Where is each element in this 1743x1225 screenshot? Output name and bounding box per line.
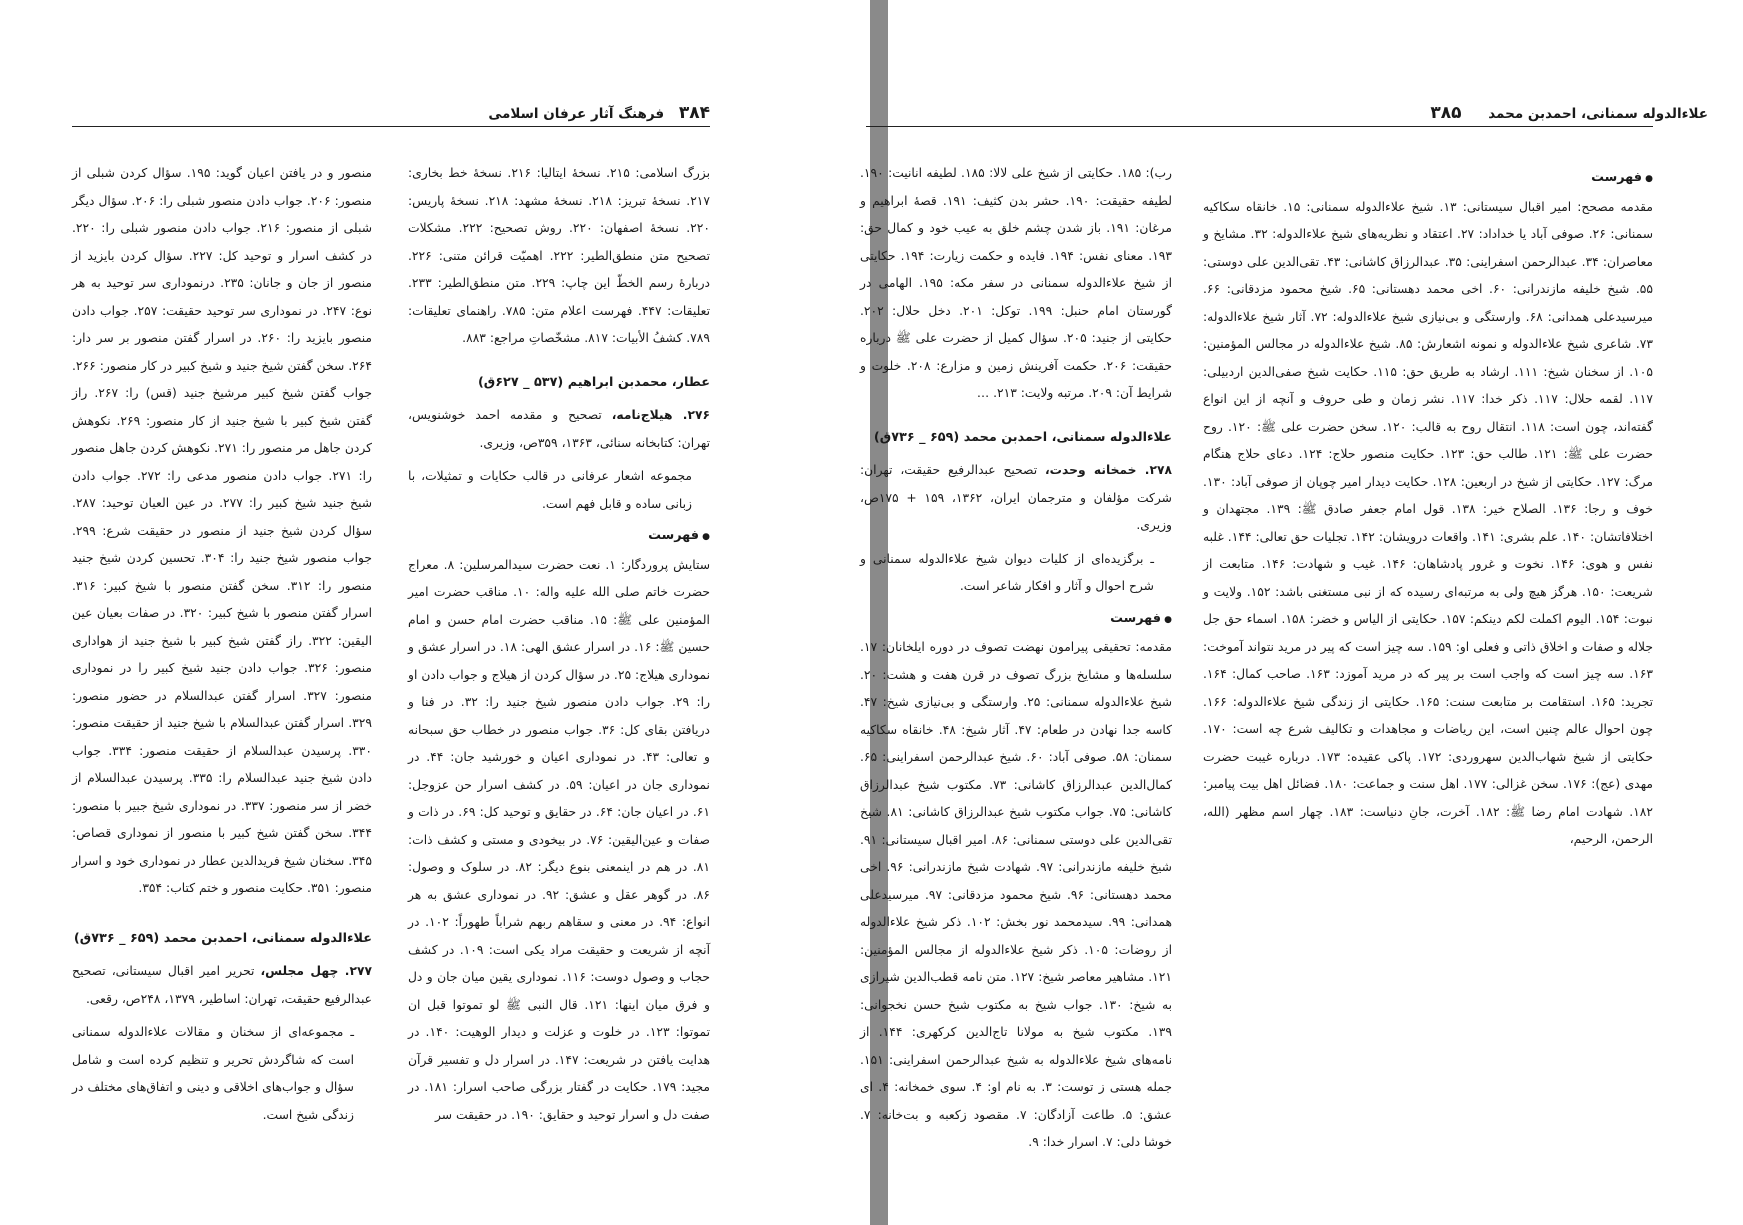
paragraph: بزرگ اسلامی: ۲۱۵. نسخهٔ ایتالیا: ۲۱۶. نسخهٔ خط بخاری: ۲۱۷. نسخهٔ تبریز: ۲۱۸. نسخهٔ مشهد: ۲۱۸. نسخهٔ پاریس: ۲۲۰. نسخهٔ اصفهان: ۲۲۰. روش تصحیح: ۲۲۲. مشکلات تصحیح متن منطق‌الطیر: ۲۲۲. اهمیّت قرائن متنی: ۲۲۶. دربارهٔ رسم الخطّ این چاپ: ۲۲۹. متن منطق‌الطیر: ۲۳۳. تعلیقات: ۴۴۷. فهرست اعلام متن: ۷۸۵. راهنمای تعلیقات: ۷۸۹. کشفُ الأبیات: ۸۱۷. مشخّصاتِ مراجع: ۸۸۳. [408, 166, 711, 345]
book-publication: تصحیح عبدالرفیع حقیقت، تهران: شرکت مؤلفان و مترجمان ایران، ۱۳۶۲، ۱۵۹ + ۱۷۵ص، وزیری. [860, 463, 1172, 532]
contents-label: ● فهرست [860, 605, 1172, 635]
paragraph: رب): ۱۸۵. حکایتی از شیخ علی لالا: ۱۸۵. لطیفه انانیت: ۱۹۰. لطیفه حقیقت: ۱۹۰. حشر بدن کثیف: ۱۹۱. قصهٔ ابراهیم و مرغان: ۱۹۱. باز شدن چشم خلق به عیب خود و کمال حق: ۱۹۳. معنای نفس: ۱۹۴. فایده و حکمت زیارت: ۱۹۴. حکایتی از شیخ علاءالدوله سمنانی در سفر مکه: ۱۹۵. الهامی در گورستان امام حنبل: ۱۹۹. توکل: ۲۰۱. دخل حلال: ۲۰۲. حکایتی از جنید: ۲۰۵. سؤال کمیل از حضرت علی ﷺ درباره حقیقت: ۲۰۶. حکمت آفرینش زمین و مزارع: ۲۰۸. خلوت و شرایط آن: ۲۰۹. مرتبه ولایت: ۲۱۳. … [860, 166, 1172, 400]
right-page [860, 0, 1743, 1225]
book-entry [72, 958, 372, 1013]
contents-text: مقدمه مصحح: امیر اقبال سیستانی: ۱۳. شیخ علاءالدوله سمنانی: ۱۵. خانقاه سکاکیه سمنانی: ۲۶. صوفی آباد یا خداداد: ۲۷. اعتقاد و نظریه‌های شیخ علاءالدوله: ۳۲. مشایخ و معاصران: ۳۴. عبدالرحمن اسفراینی: ۳۵. عبدالرزاق کاشانی: ۴۳. تقی‌الدین علی دوستی: ۵۵. شیخ خلیفه مازندرانی: ۶۰. اخی محمد دهستانی: ۶۵. شیخ محمود مزدقانی: ۶۶. میرسیدعلی همدانی: ۶۸. وارستگی و بی‌نیازی شیخ علاءالدوله: ۷۲. آثار شیخ علاءالدوله: ۷۳. شاعری شیخ علاءالدوله و نمونه اشعارش: ۸۵. شیخ علاءالدوله در مجالس المؤمنین: ۱۰۵. از سخنان شیخ: ۱۱۱. ارشاد به طریق حق: ۱۱۵. حکایت شیخ صفی‌الدین اردبیلی: ۱۱۷. لقمه حلال: ۱۱۷. ذکر خدا: ۱۱۷. نشر زمان و طی حروف و آنچه از این انواع گفته‌اند، چون است: ۱۱۸. انتقال روح به قالب: ۱۲۰. سخن حضرت علی ﷺ: ۱۲۰. روح حضرت علی ﷺ: ۱۲۱. طالب حق: ۱۲۳. حکایت منصور حلاج: ۱۲۴. دعای حلاج هنگام مرگ: ۱۲۷. حکایتی از شیخ در اربعین: ۱۲۸. حکایت دیدار امیر چوپان از صوفی آباد: ۱۳۰. خوف و رجا: ۱۳۶. الصلاح خیر: ۱۳۸. قول امام جعفر صادق ﷺ: ۱۳۹. مجتهدان و اختلافاتشان: ۱۴۰. علم بشری: ۱۴۱. واقعات درویشان: ۱۴۲. تجلیات حق تعالی: ۱۴۴. غلبه نفس و هوی: ۱۴۶. نخوت و غرور پادشاهان: ۱۴۶. غیب و شهادت: ۱۴۶. متابعت از شریعت: ۱۵۰. هرگز هیچ ولی به مرتبه‌ای رسیده که از نبی مستغنی باشد: ۱۵۲. ولایت و نبوت: ۱۵۴. الیوم اکملت لکم دینکم: ۱۵۷. حکایتی از الیاس و خضر: ۱۵۸. اسماء حق جل جلاله و صفات و اخلاق ذاتی و فعلی او: ۱۵۹. سه چیز است که پیر در مرید نتواند آموخت: ۱۶۳. سه چیز است که واجب است بر پیر که در مرید آموزد: ۱۶۳. صاحب کمال: ۱۶۴. تجرید: ۱۶۵. استقامت بر متابعت سنت: ۱۶۵. حکایتی از زندگی شیخ علاءالدوله: ۱۶۶. چون احوال عالم چنین است، این ریاضات و مجاهدات و تکالیف شرع چه است: ۱۷۰. حکایتی از شیخ شهاب‌الدین سهروردی: ۱۷۲. پاکی عقیده: ۱۷۳. درباره غیبت حضرت مهدی (عج): ۱۷۶. سخن غزالی: ۱۷۷. اهل سنت و جماعت: ۱۸۰. فضائل اهل بیت پیامبر: ۱۸۲. شهادت امام رضا ﷺ: ۱۸۲. آخرت، جانِ دنیاست: ۱۸۳. چهار اسم مظهر (الله، الرحمن، الرحیم، [1203, 199, 1654, 846]
contents-text: مقدمه: تحقیقی پیرامون نهضت تصوف در دوره ایلخانان: ۱۷. سلسله‌ها و مشایخ بزرگ تصوف در قرن هفت و هشت: ۲۰. شیخ علاءالدوله سمنانی: ۲۵. وارستگی و بی‌نیازی شیخ: ۴۷. کاسه جدا نهادن در طعام: ۴۷. آثار شیخ: ۴۸. خانقاه سکاکیه سمنان: ۵۸. صوفی آباد: ۶۰. شیخ عبدالرحمن اسفراینی: ۶۵. کمال‌الدین عبدالرزاق کاشانی: ۷۳. مکتوب شیخ عبدالرزاق کاشانی: ۷۵. جواب مکتوب شیخ عبدالرزاق کاشانی: ۸۱. شیخ تقی‌الدین علی دوستی سمنانی: ۸۶. امیر اقبال سیستانی: ۹۱. شیخ خلیفه مازندرانی: ۹۷. شهادت شیخ مازندرانی: ۹۶. اخی محمد دهستانی: ۹۶. شیخ محمود مزدقانی: ۹۷. میرسیدعلی همدانی: ۹۹. سیدمحمد نور بخش: ۱۰۲. ذکر شیخ علاءالدوله از روضات: ۱۰۵. ذکر شیخ علاءالدوله از مجالس المؤمنین: ۱۲۱. مشاهیر معاصر شیخ: ۱۲۷. متن نامه قطب‌الدین شیرازی به شیخ: ۱۳۰. جواب شیخ به مکتوب شیخ حسن نخجوانی: ۱۳۹. مکتوب شیخ به مولانا تاج‌الدین کرکهری: ۱۴۴. از نامه‌های شیخ علاءالدوله به شیخ عبدالرحمن اسفراینی: ۱۵۱. جمله هستی ز توست: ۳. به نام او: ۴. سوی خمخانه: ۴. ای عشق: ۵. طاعت آزادگان: ۷. مقصود زکعبه و بت‌خانه: ۷. خوشا دلی: ۷. اسرار خدا: ۹. [860, 640, 1173, 1149]
right-page-header [1430, 103, 1708, 123]
running-title: علاءالدوله سمنانی، احمدبن محمد [1488, 106, 1708, 122]
left-page-left-column [72, 160, 372, 1129]
contents-text: ستایش پروردگار: ۱. نعت حضرت سیدالمرسلین: ۸. معراج حضرت خاتم صلی الله علیه واله: ۱۰. مناقب حضرت امیر المؤمنین علی ﷺ: ۱۵. مناقب حضرت امام حسن و امام حسین ﷺ: ۱۶. در اسرار عشق الهی: ۱۸. در اسرار عشق و نموداری هیلاج: ۲۵. در سؤال کردن از هیلاج و جواب دادن او را: ۲۹. جواب دادن منصور شیخ جنید را: ۳۲. در فنا و دریافتن بقای کل: ۳۶. جواب منصور در خطاب حق سبحانه و تعالی: ۴۳. در نموداری اعیان و خورشید جان: ۴۴. در نموداری جان در اعیان: ۵۹. در کشف اسرار حن عزوجل: ۶۱. در اعیان جان: ۶۴. در حقایق و توحید کل: ۶۹. در ذات و صفات و عین‌الیقین: ۷۶. در بیخودی و مستی و کشف ذات: ۸۱. در هم در اینمعنی بنوع دیگر: ۸۲. در سلوک و وصول: ۸۶. در گوهر عقل و عشق: ۹۲. در نموداری عشق به هر انواع: ۹۴. در معنی و سقاهم ربهم شراباً طهوراً: ۱۰۲. در آنچه از شریعت و حقیقت مراد یکی است: ۱۰۹. در کشف حجاب و وصول دوست: ۱۱۶. نموداری یقین میان جان و دل و فرق میان اینها: ۱۲۱. قال النبی ﷺ لو تموتوا قبل ان تموتوا: ۱۲۳. در خلوت و عزلت و دیدار الوهیت: ۱۴۰. در هدایت یافتن در شریعت: ۱۴۷. در اسرار دل و تفسیر قرآن مجید: ۱۷۹. حکایت در گفتار بزرگی صاحب اسرار: ۱۸۱. در صفت دل و اسرار توحید و حقایق: ۱۹۰. در حقیقت سر [408, 557, 711, 1122]
book-publication: تحریر امیر اقبال سیستانی، تصحیح عبدالرفیع حقیقت، تهران: اساطیر، ۱۳۷۹، ۲۴۸ص، رقعی. [72, 964, 372, 1006]
book-title: ۲۷۶. هیلاج‌نامه، [611, 408, 710, 422]
left-page-header [488, 103, 710, 123]
header-rule [866, 126, 1653, 127]
page-number: ۳۸۵ [1430, 103, 1462, 123]
book-title: ۲۷۸. خمخانه وحدت، [1045, 463, 1172, 477]
right-page-left-column [860, 160, 1172, 1157]
header-rule [72, 126, 710, 127]
right-page-right-column [1203, 160, 1653, 854]
contents-label: ● فهرست [1203, 164, 1653, 194]
book-description: ـ مجموعه‌ای از سخنان و مقالات علاءالدوله سمنانی است که شاگردش تحریر و تنظیم کرده است و شامل سؤال و جواب‌های اخلاقی و دینی و اتفاق‌های مختلف در زندگی شیخ است. [72, 1025, 354, 1122]
book-entry [860, 457, 1172, 540]
contents-label: ● فهرست [408, 522, 710, 552]
author-heading: عطار، محمدبن ابراهیم (۵۳۷ _ ۶۲۷ق) [477, 374, 710, 390]
book-entry [408, 402, 710, 457]
book-description: ـ برگزیده‌ای از کلیات دیوان شیخ علاءالدوله سمنانی و شرح احوال و آثار و افکار شاعر است. [860, 551, 1154, 593]
paragraph: منصور و در یافتن اعیان گوید: ۱۹۵. سؤال کردن شبلی از منصور: ۲۰۶. جواب دادن منصور شبلی را: ۲۰۶. سؤال دیگر شبلی از منصور: ۲۱۶. جواب دادن منصور شبلی را: ۲۲۰. در کشف اسرار و توحید کل: ۲۲۷. سؤال کردن بایزید از منصور از جان و جانان: ۲۳۵. درنموداری سر توحید به هر نوع: ۲۴۷. در نموداری سر توحید حقیقت: ۲۵۷. جواب دادن منصور بایزید را: ۲۶۰. در اسرار گفتن منصور بر سر دار: ۲۶۴. سخن گفتن شیخ جنید و شیخ کبیر در کار منصور: ۲۶۶. جواب گفتن شیخ کبیر مرشیخ جنید (قس) را: ۲۶۷. راز گفتن شیخ کبیر با شیخ جنید از کار منصور: ۲۶۹. نکوهش کردن جاهل مر منصور را: ۲۷۱. نکوهش کردن جاهل منصور را: ۲۷۱. جواب دادن منصور مدعی را: ۲۷۲. جواب دادن شیخ جنید شیخ کبیر را: ۲۷۷. در عین العیان توحید: ۲۸۷. سؤال کردن شیخ جنید از منصور در حقیقت شرع: ۲۹۹. جواب منصور شیخ جنید را: ۳۰۴. تحسین کردن شیخ جنید منصور را: ۳۱۲. سخن گفتن منصور با شیخ کبیر: ۳۱۶. اسرار گفتن منصور با شیخ کبیر: ۳۲۰. در صفات بعیان عین الیقین: ۳۲۲. راز گفتن شیخ کبیر با شیخ جنید از هواداری منصور: ۳۲۶. جواب دادن جنید شیخ کبیر را در نموداری منصور: ۳۲۷. اسرار گفتن عبدالسلام در حضور منصور: ۳۲۹. اسرار گفتن عبدالسلام با شیخ جنید از حقیقت منصور: ۳۳۰. پرسیدن عبدالسلام از حقیقت منصور: ۳۳۴. جواب دادن شیخ جنید عبدالسلام را: ۳۳۵. پرسیدن عبدالسلام از خضر از سر منصور: ۳۳۷. در نموداری شیخ جبیر با منصور: ۳۴۴. سخن گفتن شیخ کبیر با منصور از نموداری قصاص: ۳۴۵. سخنان شیخ فریدالدین عطار در نموداری خود و اسرار منصور: ۳۵۱. حکایت منصور و ختم کتاب: ۳۵۴. [72, 166, 373, 895]
book-title: ۲۷۷. چهل مجلس، [260, 964, 372, 978]
author-heading: علاءالدوله سمنانی، احمدبن محمد (۶۵۹ _ ۷۳۶ق) [73, 930, 372, 946]
book-description: مجموعه اشعار عرفانی در قالب حکایات و تمثیلات، با زبانی ساده و قابل فهم است. [408, 469, 692, 511]
left-page-right-column [408, 160, 710, 1129]
left-page [0, 0, 870, 1225]
running-title: فرهنگ آثار عرفان اسلامی [488, 106, 665, 122]
book-publication: تصحیح و مقدمه احمد خوشنویس، تهران: کتابخانه سنائی، ۱۳۶۳، ۳۵۹ص، وزیری. [408, 408, 710, 450]
author-heading: علاءالدوله سمنانی، احمدبن محمد (۶۵۹ _ ۷۳۶ق) [873, 429, 1172, 445]
page-number: ۳۸۴ [678, 103, 710, 123]
